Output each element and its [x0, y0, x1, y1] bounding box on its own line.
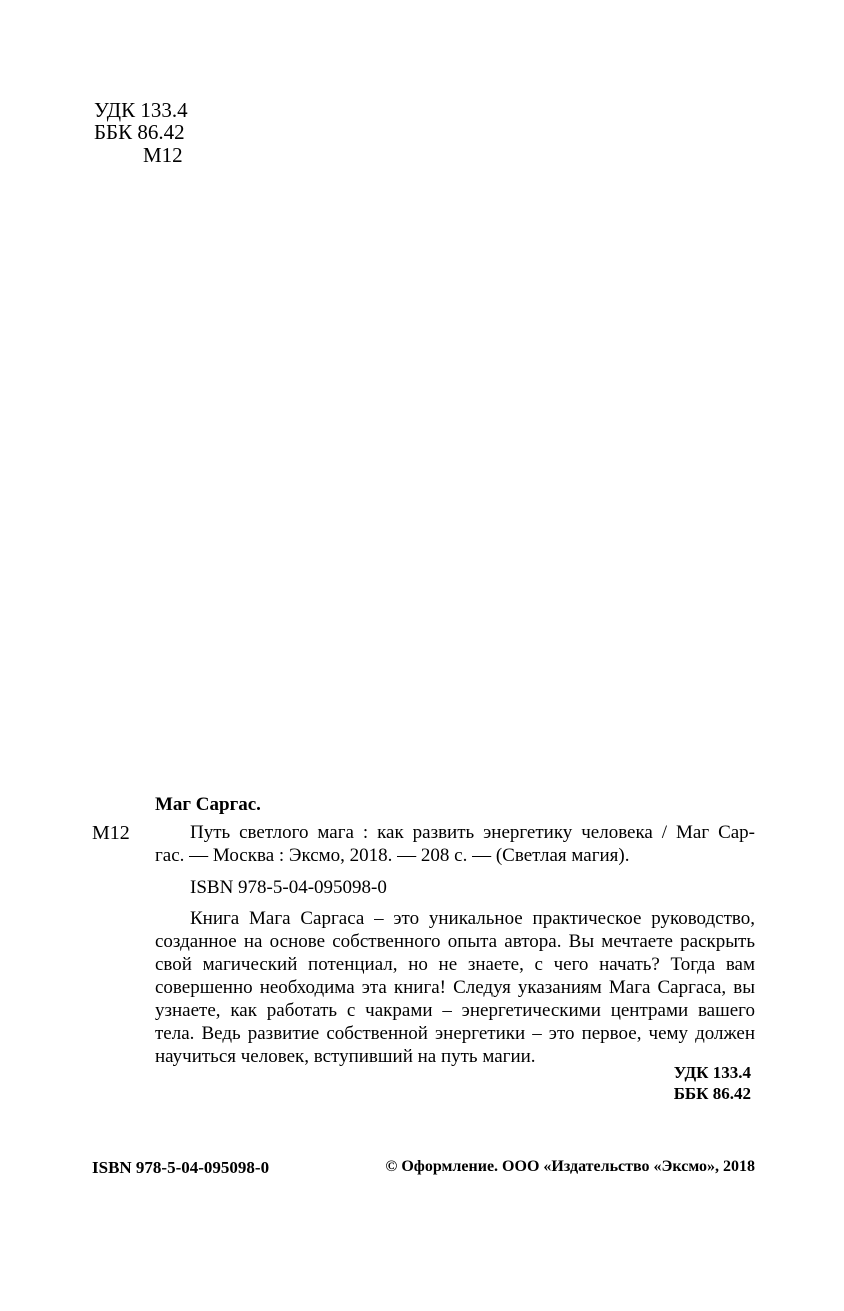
- annotation-line: совершенно необходима эта книга! Следуя указаниям Мага Саргаса, вы: [155, 977, 755, 998]
- annotation-line: научиться человек, вступивший на путь магии.: [155, 1046, 536, 1067]
- author-heading: Маг Саргас.: [155, 794, 261, 815]
- author-mark-left: М12: [92, 822, 130, 844]
- bibliographic-title-line-1: Путь светлого мага : как развить энергетику человека / Маг Сар-: [190, 822, 755, 843]
- bibliographic-title-line-2: гас. — Москва : Эксмо, 2018. — 208 с. — (Светлая магия).: [155, 845, 630, 866]
- annotation-line: свой магический потенциал, но не знаете, с чего начать? Тогда вам: [155, 954, 755, 975]
- annotation-line: созданное на основе собственного опыта автора. Вы мечтаете раскрыть: [155, 931, 755, 952]
- udk-code-top: УДК 133.4: [94, 98, 188, 122]
- annotation-line: узнаете, как работать с чакрами – энергетическими центрами вашего: [155, 1000, 755, 1021]
- annotation-line: тела. Ведь развитие собственной энергетики – это первое, чему должен: [155, 1023, 755, 1044]
- isbn-entry: ISBN 978-5-04-095098-0: [190, 877, 387, 898]
- isbn-footer: ISBN 978-5-04-095098-0: [92, 1158, 270, 1177]
- copyright-notice: © Оформление. ООО «Издательство «Эксмо», 2018: [385, 1158, 755, 1175]
- book-annotation: [155, 907, 755, 1068]
- udk-code-bottom: УДК 133.4: [673, 1063, 751, 1082]
- author-mark-top: М12: [143, 143, 183, 167]
- bbk-code-top: ББК 86.42: [94, 120, 185, 144]
- annotation-line: Книга Мага Саргаса – это уникальное практическое руководство,: [190, 908, 755, 929]
- bbk-code-bottom: ББК 86.42: [673, 1084, 751, 1103]
